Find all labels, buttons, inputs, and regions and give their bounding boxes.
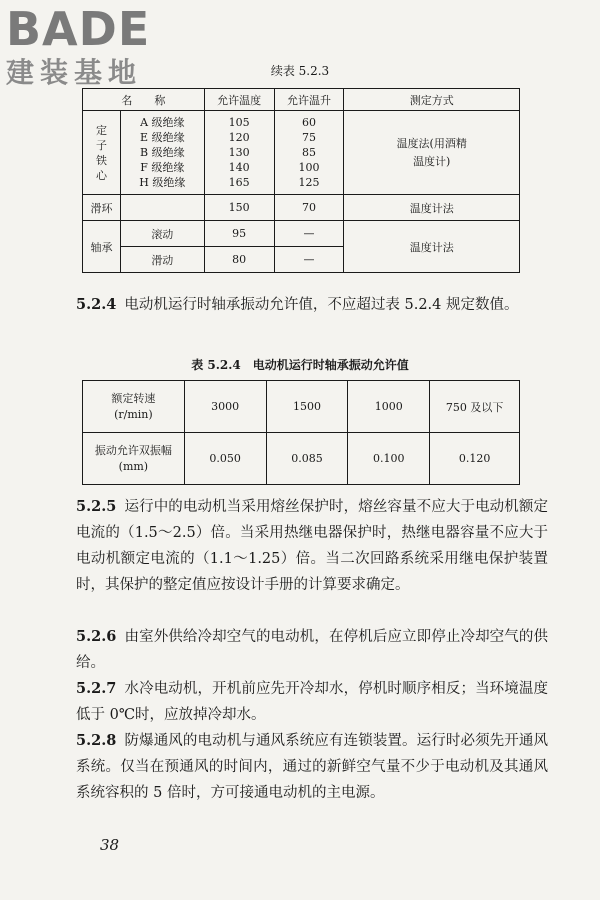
clause-text: 由室外供给冷却空气的电动机，在停机后应立即停止冷却空气的供给。 xyxy=(76,629,548,671)
clause-number: 5.2.4 xyxy=(76,296,117,313)
insulation-class: A 级绝缘 xyxy=(140,116,185,129)
stator-method: 温度法(用酒精 温度计) xyxy=(344,111,520,195)
clause-text: 运行中的电动机当采用熔丝保护时，熔丝容量不应大于电动机额定电流的（1.5～2.5）倍。当采用热继电器保护时，热继电器容量不应大于电动机额定电流的（1.1～1.25）倍。当二次回路系统采用继电保护装置时，其保护的整定值应按设计手册的计算要求确定。 xyxy=(76,499,548,593)
table-5-2-3-caption: 续表 5.2.3 xyxy=(270,64,330,78)
page-number: 38 xyxy=(100,836,120,854)
rise-value: 100 xyxy=(298,161,320,174)
amplitude-value: 0.085 xyxy=(266,433,348,485)
bearing-rise: — xyxy=(274,221,344,247)
temp-value: 105 xyxy=(228,116,250,129)
speed-value: 750 及以下 xyxy=(430,381,520,433)
bearing-type: 滚动 xyxy=(120,221,204,247)
stator-core-label: 定 子 铁 心 xyxy=(83,111,121,195)
amplitude-value: 0.120 xyxy=(430,433,520,485)
header-allowed-rise: 允许温升 xyxy=(274,89,344,111)
logo-subtitle: 建装基地 xyxy=(6,56,143,89)
speed-value: 1500 xyxy=(266,381,348,433)
clause-5-2-5 xyxy=(76,494,548,598)
table-header-row xyxy=(83,89,520,111)
rated-speed-row xyxy=(83,381,520,433)
header-allowed-temp: 允许温度 xyxy=(204,89,274,111)
clause-5-2-7 xyxy=(76,676,548,728)
rise-value: 75 xyxy=(302,131,316,144)
rise-value: 85 xyxy=(302,146,316,159)
insulation-class: B 级绝缘 xyxy=(140,146,185,159)
clause-text: 水冷电动机，开机前应先开冷却水，停机时顺序相反；当环境温度低于 0℃时，应放掉冷却水。 xyxy=(76,681,548,723)
slip-ring-label: 滑环 xyxy=(83,195,121,221)
vibration-label: 振动允许双振幅 (mm) xyxy=(83,433,185,485)
header-name: 名 称 xyxy=(83,89,205,111)
insulation-classes xyxy=(120,111,204,195)
header-method: 测定方式 xyxy=(344,89,520,111)
slip-ring-temp: 150 xyxy=(204,195,274,221)
temp-value: 130 xyxy=(228,146,250,159)
bearing-row-rolling xyxy=(83,221,520,247)
rated-speed-label: 额定转速 (r/min) xyxy=(83,381,185,433)
bearing-temp: 80 xyxy=(204,247,274,273)
rise-value: 60 xyxy=(302,116,316,129)
clause-number: 5.2.8 xyxy=(76,732,117,749)
stator-rises xyxy=(274,111,344,195)
temp-value: 120 xyxy=(228,131,250,144)
slip-ring-rise: 70 xyxy=(274,195,344,221)
clause-5-2-6 xyxy=(76,624,548,676)
insulation-class: H 级绝缘 xyxy=(139,176,186,189)
clause-text: 防爆通风的电动机与通风系统应有连锁装置。运行时必须先开通风系统。仅当在预通风的时间内，通过的新鲜空气量不少于电动机及其通风系统容积的 5 倍时，方可接通电动机的主电源。 xyxy=(76,733,548,801)
stator-temps xyxy=(204,111,274,195)
slip-ring-row xyxy=(83,195,520,221)
insulation-class: E 级绝缘 xyxy=(140,131,185,144)
slip-ring-method: 温度计法 xyxy=(344,195,520,221)
rise-value: 125 xyxy=(298,176,320,189)
clause-number: 5.2.6 xyxy=(76,628,117,645)
clause-5-2-8 xyxy=(76,728,548,806)
bearing-label: 轴承 xyxy=(83,221,121,273)
stator-core-row xyxy=(83,111,520,195)
speed-value: 3000 xyxy=(184,381,266,433)
speed-value: 1000 xyxy=(348,381,430,433)
logo-brand-text: BADE xyxy=(6,2,151,56)
bearing-type: 滑动 xyxy=(120,247,204,273)
amplitude-value: 0.100 xyxy=(348,433,430,485)
bearing-method: 温度计法 xyxy=(344,221,520,273)
vibration-row xyxy=(83,433,520,485)
temp-value: 140 xyxy=(228,161,250,174)
bearing-temp: 95 xyxy=(204,221,274,247)
table-5-2-3-continued xyxy=(82,88,520,273)
slip-ring-empty xyxy=(120,195,204,221)
clause-5-2-4 xyxy=(76,292,548,318)
amplitude-value: 0.050 xyxy=(184,433,266,485)
table-5-2-4-caption: 表 5.2.4 电动机运行时轴承振动允许值 xyxy=(191,358,409,372)
temp-value: 165 xyxy=(228,176,250,189)
insulation-class: F 级绝缘 xyxy=(140,161,185,174)
clause-number: 5.2.7 xyxy=(76,680,117,697)
clause-number: 5.2.5 xyxy=(76,498,117,515)
clause-text: 电动机运行时轴承振动允许值，不应超过表 5.2.4 规定数值。 xyxy=(124,297,519,313)
bearing-rise: — xyxy=(274,247,344,273)
table-5-2-4 xyxy=(82,380,520,485)
